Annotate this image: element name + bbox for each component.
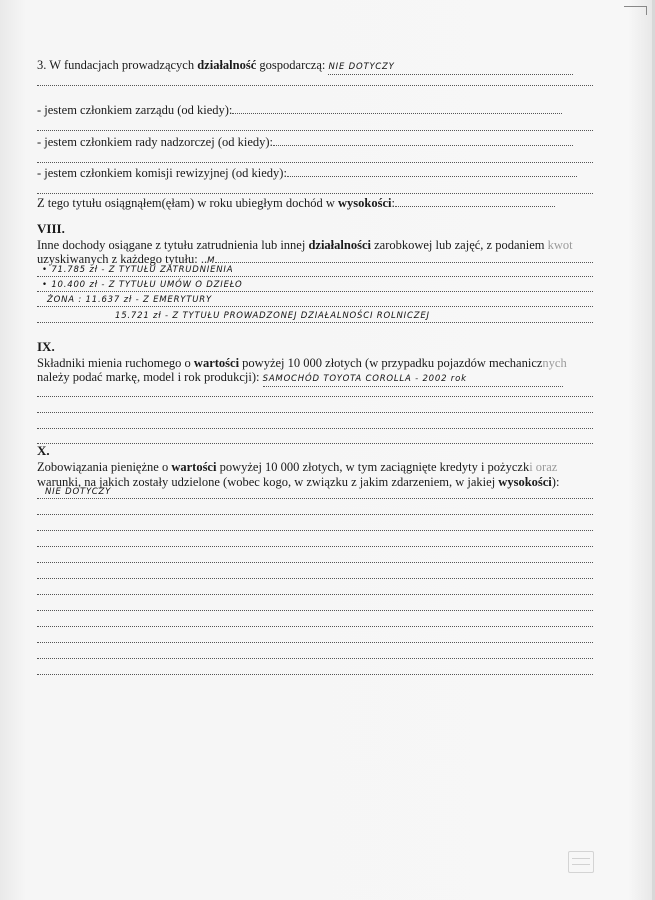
- dotted-line: [37, 382, 593, 397]
- dotted-line: [37, 398, 593, 413]
- s3-dochod: Z tego tytułu osiągnąłem(ęłam) w roku ubiegłym dochód w: [37, 196, 338, 210]
- dotted-line: [37, 414, 593, 429]
- viii-hand-line-2: [37, 277, 593, 292]
- ix-text1-bold: wartości: [193, 356, 240, 370]
- x-text1-end: powyżej 10 000 złotych, w tym zaciągnięte kredyty i pożyczk: [216, 460, 530, 474]
- ix-text1-end: powyżej 10 000 złotych (w przypadku pojazdów mechanicz: [239, 356, 543, 370]
- viii-hand-line-4: [37, 308, 593, 323]
- dotted-line: [37, 429, 593, 444]
- ix-text1-pre: Składniki mienia ruchomego o: [37, 356, 194, 370]
- s3-zarzad: - jestem członkiem zarządu (od kiedy):: [37, 103, 233, 117]
- s3-label: 3. W fundacjach prowadzących: [37, 58, 198, 72]
- viii-hand-line-3: [37, 292, 593, 307]
- dotted-fill: [273, 145, 573, 146]
- s3-dochod-line: [37, 196, 593, 210]
- viii-text1-faint: kwot: [547, 238, 573, 252]
- viii-text1-bold: działalności: [308, 238, 371, 252]
- dotted-line: [37, 532, 593, 547]
- viii-text2-label: uzyskiwanych z każdego tytułu: ..: [37, 252, 208, 266]
- s3-dochod-bold: wysokości: [337, 196, 392, 210]
- dotted-line: [37, 548, 593, 563]
- viii-text1-pre: Inne dochody osiągane z tytułu zatrudnienia lub innej: [37, 238, 309, 252]
- s3-label-end: gospodarczą:: [256, 58, 326, 72]
- x-text2-pre: warunki, na jakich zostały udzielone (wobec kogo, w związku z jakim zdarzeniem, w jakiej: [37, 475, 499, 489]
- x-text1-faint: i oraz: [529, 460, 558, 474]
- x-hand-line: [37, 484, 593, 499]
- section-viii-heading: VIII.: [37, 222, 65, 236]
- viii-hand-4: 15.721 zł - Z TYTUŁU PROWADZONEJ DZIAŁALNOŚCI ROLNICZEJ: [115, 311, 430, 321]
- x-text1-pre: Zobowiązania pieniężne o: [37, 460, 172, 474]
- section-x-heading: X.: [37, 444, 50, 458]
- dotted-fill: [232, 113, 562, 114]
- dotted-fill: [287, 176, 577, 177]
- dotted-line: [37, 564, 593, 579]
- viii-text1: [37, 238, 593, 252]
- viii-hand-2: • 10.400 zł - Z TYTUŁU UMÓW O DZIEŁO: [42, 280, 243, 290]
- viii-hand-line-1: [37, 262, 593, 277]
- dotted-line: [37, 660, 593, 675]
- viii-hand0: M: [207, 256, 216, 266]
- dotted-line: [37, 644, 593, 659]
- dotted-line: [37, 596, 593, 611]
- s3-rada-line: [37, 135, 593, 149]
- x-text1-bold: wartości: [171, 460, 217, 474]
- s3-komisja-line: [37, 166, 593, 180]
- dotted-line: [37, 71, 593, 86]
- dotted-fill: [395, 206, 555, 207]
- s3-label-bold: działalność: [197, 58, 257, 72]
- s3-komisja: - jestem członkiem komisji rewizyjnej (od kiedy):: [37, 166, 287, 180]
- x-text2-bold: wysokości: [498, 475, 552, 489]
- section-ix-heading: IX.: [37, 340, 55, 354]
- s3-rada: - jestem członkiem rady nadzorczej (od kiedy):: [37, 135, 274, 149]
- dotted-line: [37, 628, 593, 643]
- x-value: NIE DOTYCZY: [45, 487, 112, 497]
- dotted-line: [37, 179, 593, 194]
- viii-text1-end: zarobkowej lub zajęć, z podaniem: [370, 238, 548, 252]
- corner-mark: [624, 6, 647, 15]
- dotted-line: [37, 500, 593, 515]
- ix-value: SAMOCHÓD TOYOTA COROLLA - 2002 rok: [262, 374, 467, 384]
- dotted-line: [37, 116, 593, 131]
- dotted-line: [37, 580, 593, 595]
- ix-text2-label: należy podać markę, model i rok produkcji):: [37, 370, 260, 384]
- ix-text1-faint: nych: [542, 356, 567, 370]
- x-text2-end: ):: [551, 475, 560, 489]
- s3-value: NIE DOTYCZY: [328, 62, 395, 72]
- ix-text1: [37, 356, 593, 370]
- dotted-line: [37, 612, 593, 627]
- x-text1: [37, 460, 593, 474]
- viii-hand-1: • 71.785 zł - Z TYTUŁU ZATRUDNIENIA: [42, 265, 234, 275]
- dotted-line: [37, 516, 593, 531]
- dotted-line: [37, 148, 593, 163]
- s3-zarzad-line: [37, 103, 593, 117]
- s3-dochod-end: :: [391, 196, 395, 210]
- viii-hand-3: ŻONA : 11.637 zł - Z EMERYTURY: [47, 295, 212, 305]
- faint-stamp-mark: [568, 851, 594, 873]
